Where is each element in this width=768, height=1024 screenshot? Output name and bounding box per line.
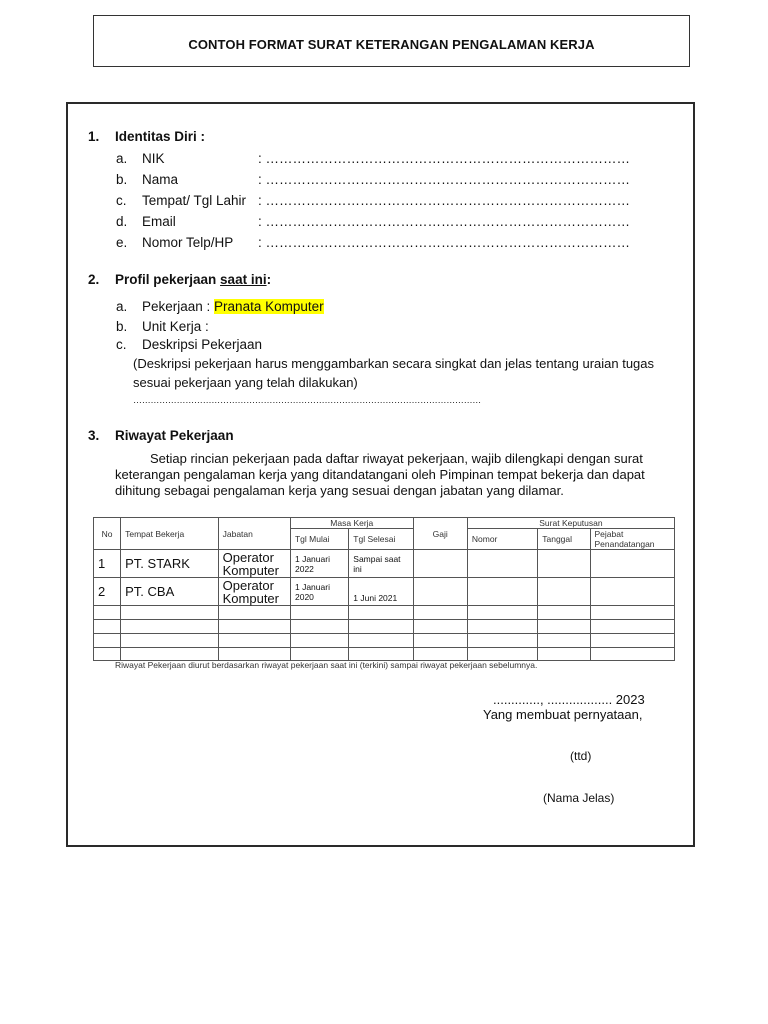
deskripsi-instruction-1: (Deskripsi pekerjaan harus menggambarkan secara singkat dan jelas tentang uraian tugas bbox=[133, 356, 655, 371]
ttl-field: : ……………………………………………………………………… bbox=[258, 193, 631, 208]
header-tanggal: Tanggal bbox=[538, 529, 590, 550]
header-jabatan: Jabatan bbox=[218, 518, 290, 550]
header-tgl-mulai: Tgl Mulai bbox=[290, 529, 348, 550]
cell-tempat: PT. STARK bbox=[121, 550, 219, 578]
item-letter: b. bbox=[116, 319, 128, 334]
email-label: Email bbox=[142, 214, 176, 229]
header-surat-keputusan: Surat Keputusan bbox=[467, 518, 674, 529]
cell-no: 1 bbox=[94, 550, 121, 578]
section3-number: 3. bbox=[88, 428, 100, 443]
email-field: : ……………………………………………………………………… bbox=[258, 214, 631, 229]
header-gaji: Gaji bbox=[413, 518, 467, 550]
deskripsi-dots: ………………………………………………………………………………………………………… bbox=[133, 395, 482, 405]
document-title: CONTOH FORMAT SURAT KETERANGAN PENGALAMAN KERJA bbox=[188, 37, 595, 52]
telp-label: Nomor Telp/HP bbox=[142, 235, 234, 250]
section2-heading: Profil pekerjaan saat ini: bbox=[115, 272, 272, 287]
table-row bbox=[94, 634, 675, 648]
item-letter: e. bbox=[116, 235, 128, 250]
table-row bbox=[94, 550, 675, 578]
section3-heading: Riwayat Pekerjaan bbox=[115, 428, 234, 443]
cell-no: 2 bbox=[94, 578, 121, 606]
nik-label: NIK bbox=[142, 151, 165, 166]
header-masa-kerja: Masa Kerja bbox=[290, 518, 413, 529]
cell-selesai: Sampai saat ini bbox=[349, 550, 413, 578]
deskripsi-label: Deskripsi Pekerjaan bbox=[142, 337, 263, 352]
cell-mulai: 1 Januari 2022 bbox=[290, 550, 348, 578]
table-row bbox=[94, 648, 675, 661]
ttd-placeholder: (ttd) bbox=[570, 749, 592, 763]
riwayat-paragraph-3: dihitung sebagai pengalaman kerja yang sesuai dengan jabatan yang dilamar. bbox=[115, 483, 564, 498]
header-no: No bbox=[94, 518, 121, 550]
header-pejabat: Pejabat Penandatangan bbox=[590, 529, 675, 550]
item-letter: d. bbox=[116, 214, 128, 229]
section2-number: 2. bbox=[88, 272, 100, 287]
statement: Yang membuat pernyataan, bbox=[483, 707, 643, 722]
nama-field: : ……………………………………………………………………… bbox=[258, 172, 631, 187]
item-letter: c. bbox=[116, 193, 127, 208]
riwayat-paragraph-2: keterangan pengalaman kerja yang ditandatangani oleh Pimpinan tempat bekerja dan dapat bbox=[115, 467, 645, 482]
date-line: ............., .................. 2023 bbox=[493, 692, 645, 707]
nik-field: : ……………………………………………………………………… bbox=[258, 151, 631, 166]
item-letter: c. bbox=[116, 337, 127, 352]
table-note: Riwayat Pekerjaan diurut berdasarkan riwayat pekerjaan saat ini (terkini) sampai riwayat pekerjaan sebelumnya. bbox=[115, 660, 538, 670]
cell-jabatan: Operator Komputer bbox=[218, 550, 290, 578]
cell-jabatan: Operator Komputer bbox=[218, 578, 290, 606]
table-row bbox=[94, 620, 675, 634]
nama-label: Nama bbox=[142, 172, 179, 187]
riwayat-paragraph-1: Setiap rincian pekerjaan pada daftar riwayat pekerjaan, wajib dilengkapi dengan surat bbox=[150, 451, 643, 466]
cell-tempat: PT. CBA bbox=[121, 578, 219, 606]
item-letter: a. bbox=[116, 299, 128, 314]
riwayat-table bbox=[93, 517, 675, 661]
header-tgl-selesai: Tgl Selesai bbox=[349, 529, 413, 550]
table-row bbox=[94, 606, 675, 620]
section1-heading: Identitas Diri : bbox=[115, 129, 206, 144]
cell-mulai: 1 Januari 2020 bbox=[290, 578, 348, 606]
item-letter: a. bbox=[116, 151, 128, 166]
ttl-label: Tempat/ Tgl Lahir bbox=[142, 193, 247, 208]
cell-selesai: 1 Juni 2021 bbox=[349, 578, 413, 606]
table-row bbox=[94, 578, 675, 606]
signer-name: (Nama Jelas) bbox=[543, 791, 615, 805]
telp-field: : ……………………………………………………………………… bbox=[258, 235, 631, 250]
section1-number: 1. bbox=[88, 129, 100, 144]
pekerjaan-row: Pekerjaan : Pranata Komputer bbox=[142, 299, 324, 314]
deskripsi-instruction-2: sesuai pekerjaan yang telah dilakukan) bbox=[133, 375, 358, 390]
pekerjaan-value: Pranata Komputer bbox=[214, 299, 324, 314]
unit-kerja-label: Unit Kerja : bbox=[142, 319, 209, 334]
item-letter: b. bbox=[116, 172, 128, 187]
header-tempat: Tempat Bekerja bbox=[121, 518, 219, 550]
header-nomor: Nomor bbox=[467, 529, 537, 550]
title-box bbox=[93, 15, 690, 67]
